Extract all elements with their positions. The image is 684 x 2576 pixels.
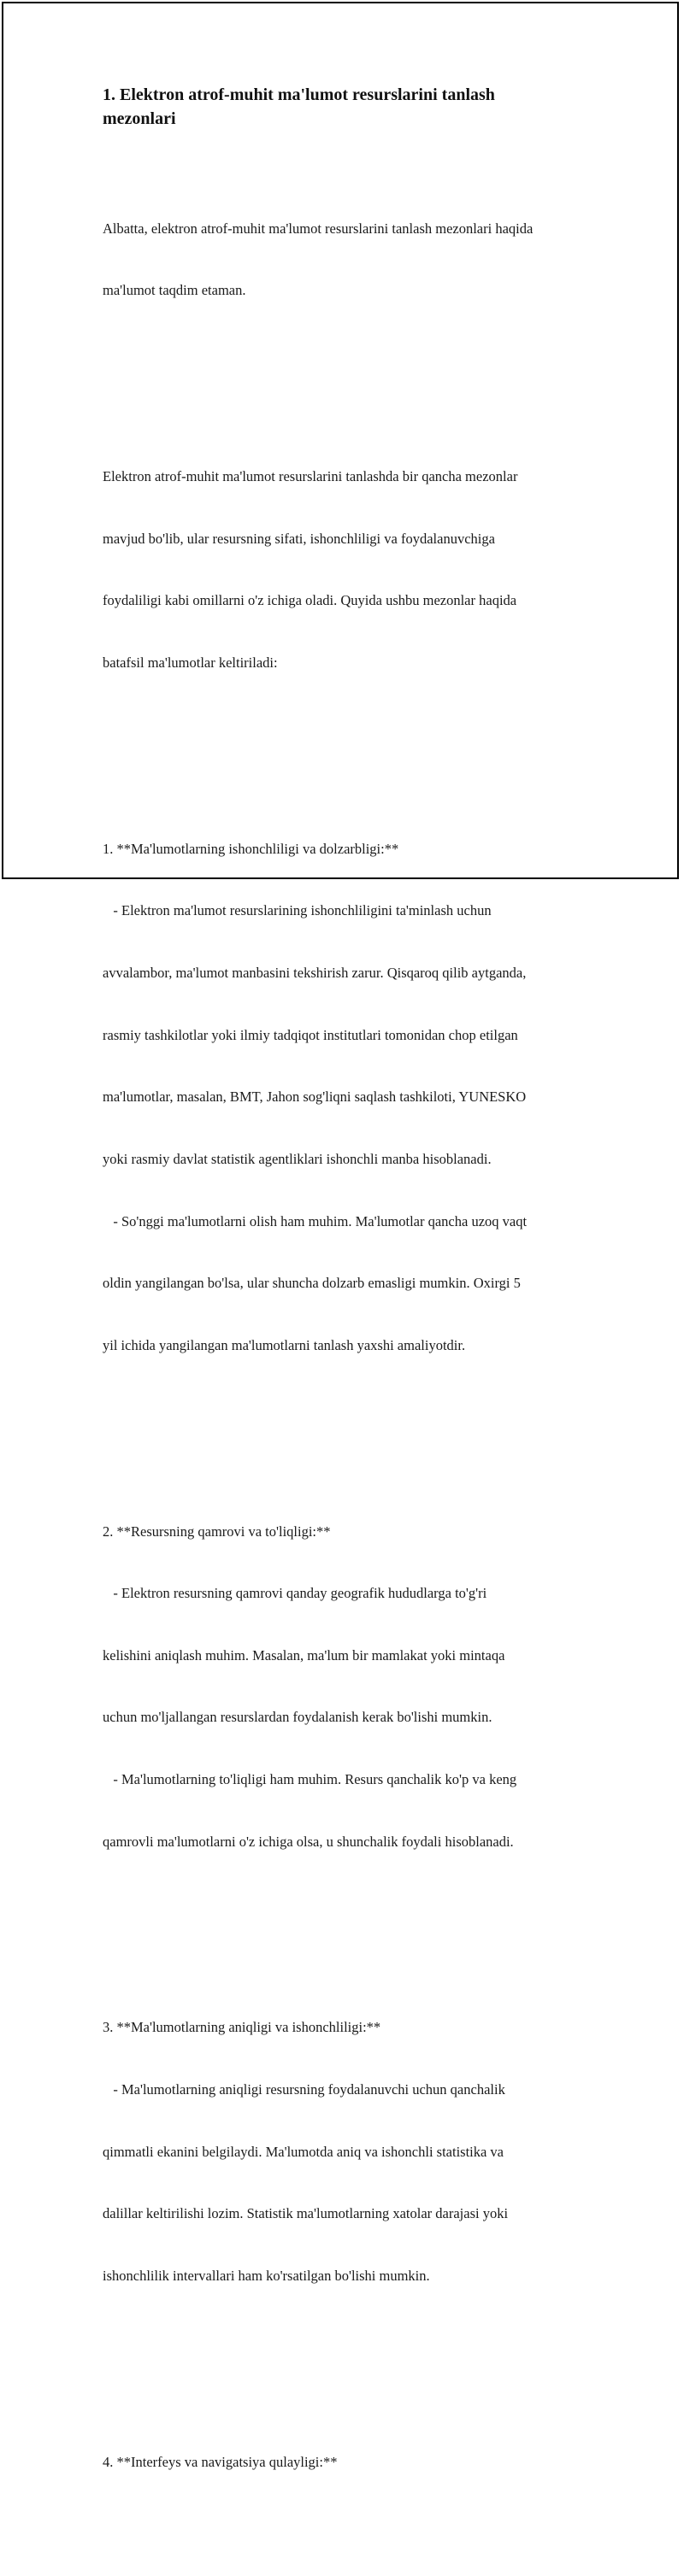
text-line: batafsil ma'lumotlar keltiriladi: (103, 654, 278, 672)
text-line: - So'nggi ma'lumotlarni olish ham muhim. Ma'lumotlar qancha uzoq vaqt (103, 1212, 528, 1229)
text-line: ishonchlilik intervallari ham ko'rsatilgan bo'lishi mumkin. (103, 2267, 430, 2284)
text-line: uchun mo'ljallangan resurslardan foydalanish kerak bo'lishi mumkin. (103, 1709, 492, 1726)
text-line: - Ma'lumotlarning to'liqligi ham muhim. Resurs qanchalik ko'p va keng (103, 1771, 517, 1787)
text-line: Elektron atrof-muhit ma'lumot resurslarini tanlashda bir qancha mezonlar (103, 468, 518, 485)
text-line: oldin yangilangan bo'lsa, ular shuncha dolzarb emasligi mumkin. Oxirgi 5 (103, 1275, 521, 1292)
text-line: ma'lumotlar, masalan, BMT, Jahon sog'liqni saqlash tashkiloti, YUNESKO (103, 1088, 527, 1106)
text-line: 3. **Ma'lumotlarning aniqligi va ishonchliligi:** (103, 2019, 381, 2036)
text-line: kelishini aniqlash muhim. Masalan, ma'lum bir mamlakat yoki mintaqa (103, 1646, 505, 1664)
text-line: ma'lumot taqdim etaman. (103, 282, 246, 299)
text-line: - Ma'lumotlarning aniqligi resursning foydalanuvchi uchun qanchalik (103, 2081, 505, 2098)
text-line: - Elektron ma'lumot resurslarining ishonchliligini ta'minlash uchun (103, 902, 492, 919)
text-line: qamrovli ma'lumotlarni o'z ichiga olsa, u shunchalik foydali hisoblanadi. (103, 1833, 514, 1850)
paragraph-intro (103, 177, 590, 343)
text-line: 2. **Resursning qamrovi va to'liqligi:** (103, 1523, 331, 1540)
title-line: mezonlari (103, 109, 176, 128)
paragraph-criterion-2 (103, 1480, 590, 1893)
document-body (103, 136, 590, 2576)
text-line: avvalambor, ma'lumot manbasini tekshirish zarur. Qisqaroq qilib aytganda, (103, 965, 527, 982)
paragraph-criterion-1 (103, 797, 590, 1397)
text-line: 4. **Interfeys va navigatsiya qulayligi:** (103, 2453, 338, 2470)
text-line: - Elektron resursning qamrovi qanday geografik hududlarga to'g'ri (103, 1585, 487, 1602)
document-title (103, 83, 590, 131)
document-content (103, 83, 590, 2576)
paragraph-criterion-4 (103, 2410, 590, 2514)
text-line: mavjud bo'lib, ular resursning sifati, ishonchliligi va foydalanuvchiga (103, 530, 495, 547)
text-line: yil ichida yangilangan ma'lumotlarni tanlash yaxshi amaliyotdir. (103, 1336, 466, 1353)
text-line: qimmatli ekanini belgilaydi. Ma'lumotda aniq va ishonchli statistika va (103, 2143, 504, 2160)
text-line: Albatta, elektron atrof-muhit ma'lumot resurslarini tanlash mezonlari haqida (103, 220, 534, 237)
title-line: 1. Elektron atrof-muhit ma'lumot resurslarini tanlash (103, 85, 495, 104)
text-line: dalillar keltirilishi lozim. Statistik ma'lumotlarning xatolar darajasi yoki (103, 2205, 509, 2222)
text-line: rasmiy tashkilotlar yoki ilmiy tadqiqot institutlari tomonidan chop etilgan (103, 1026, 518, 1043)
text-line: 1. **Ma'lumotlarning ishonchliligi va dolzarbligi:** (103, 840, 399, 857)
paragraph-criterion-3 (103, 1976, 590, 2327)
text-line: yoki rasmiy davlat statistik agentliklari ishonchli manba hisoblanadi. (103, 1150, 492, 1167)
text-line: foydaliligi kabi omillarni o'z ichiga oladi. Quyida ushbu mezonlar haqida (103, 592, 517, 609)
page-frame (2, 2, 679, 2470)
paragraph-overview (103, 425, 590, 715)
